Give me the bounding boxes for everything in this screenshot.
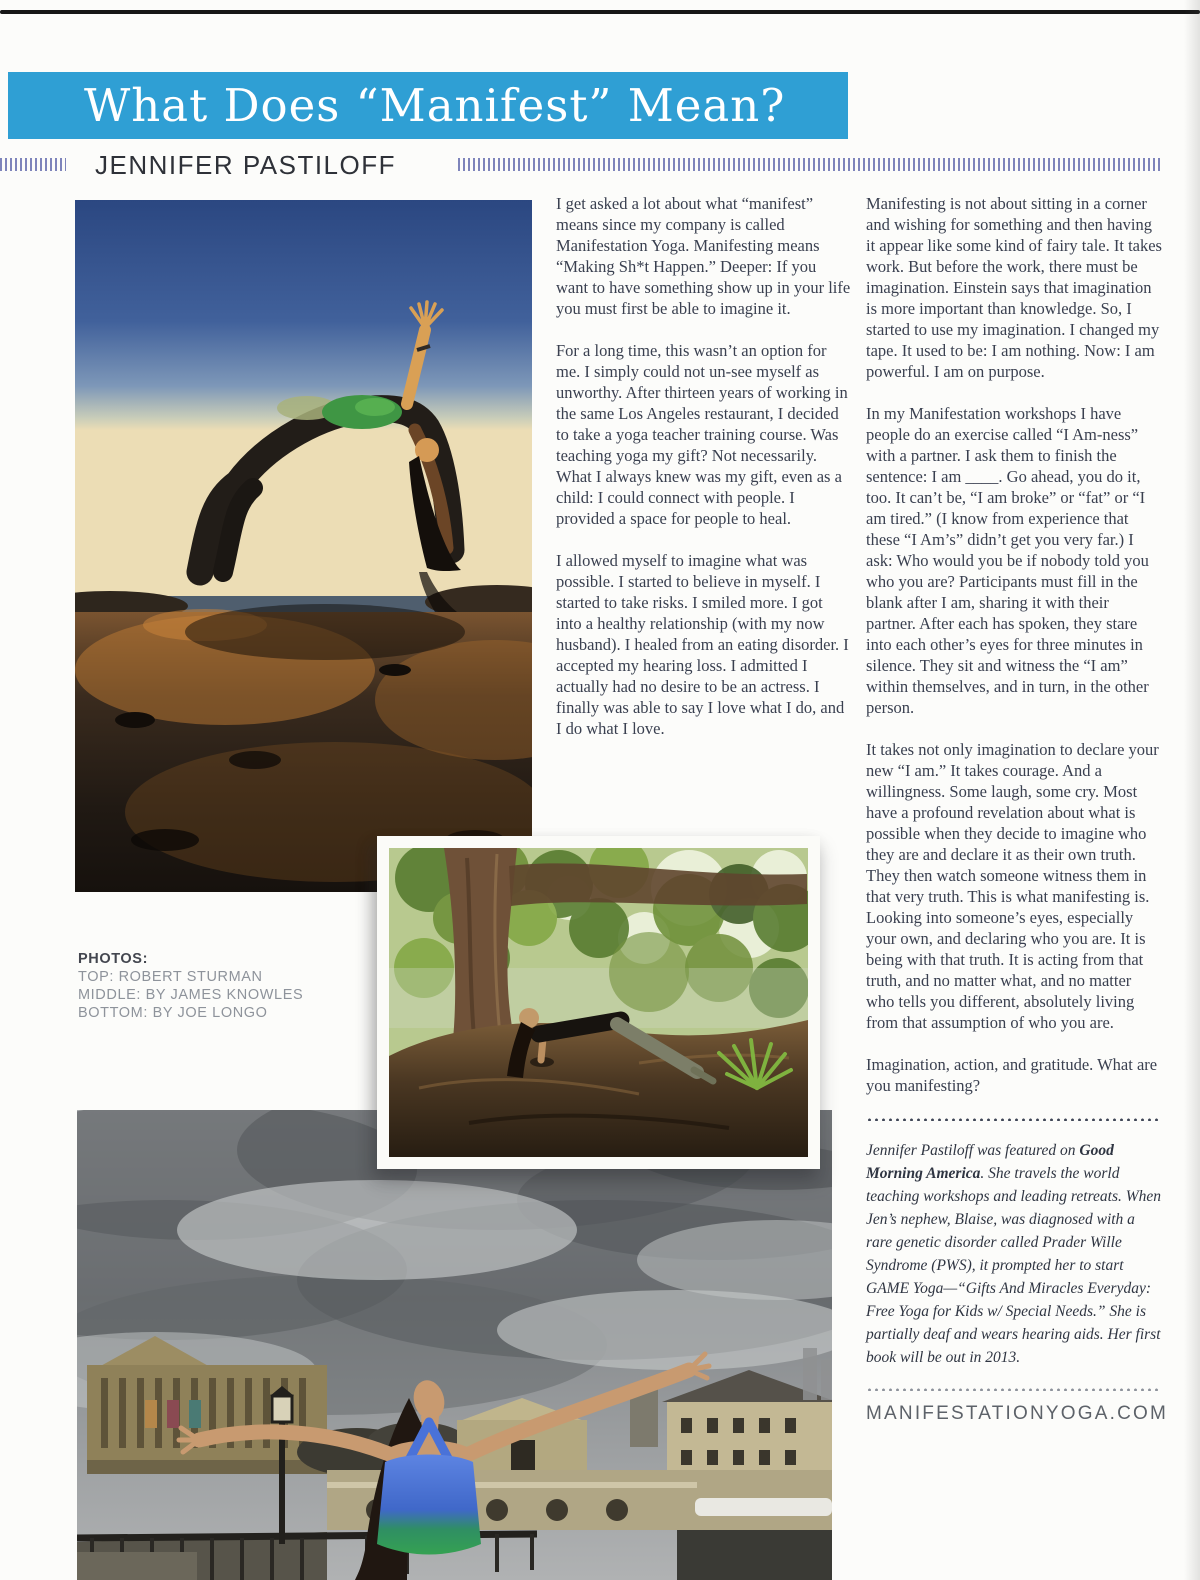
photo-credits-list <box>78 968 398 1022</box>
column-2-paragraphs <box>866 193 1162 1096</box>
body-paragraph: I get asked a lot about what “manifest” means since my company is called Manifestation Yoga. Manifesting means “Making Sh*t Happen.” Deeper: If you want to have something show up in your life you must first be able to imagine it. <box>556 194 851 318</box>
photo-top-beach-wheel-pose <box>75 200 532 892</box>
article-column-2 <box>866 193 1169 1445</box>
body-paragraph: It takes not only imagination to declare your new “I am.” It takes courage. And a willingness. Some laugh, some cry. Most have a profound revelation about what is possible when they decide to imagine who they are and declare it as their own truth. They then watch someone witness them in that very truth. This is what manifesting is. Looking into someone’s eyes, especially your own, and declaring who you are. It is being with that truth. It is acting from that truth, and no matter what, and no matter who tells you different, absolutely living from that assumption of who you are. <box>866 740 1159 1032</box>
photo-bottom-city-open-arms <box>77 1110 832 1580</box>
body-paragraph: Imagination, action, and gratitude. What are you manifesting? <box>866 1055 1158 1095</box>
page-title: What Does “Manifest” Mean? <box>84 79 786 132</box>
article-column-1 <box>556 193 852 760</box>
author-name: JENNIFER PASTILOFF <box>95 150 396 180</box>
body-paragraph: For a long time, this wasn’t an option for me. I simply could not un-see myself as unworthy. After thirteen years of working in the same Los Angeles restaurant, I decided to take a yoga teacher training course. Was teaching yoga my gift? Not necessarily. What I always knew was my gift, even as a child: I could connect with people. I provided a space for people to heal. <box>556 341 848 528</box>
website-url: MANIFESTATIONYOGA.COM <box>866 1403 1169 1424</box>
stripe-rule-left <box>0 158 66 171</box>
dotted-divider-top <box>866 1117 1162 1121</box>
scan-top-edge <box>0 10 1200 14</box>
photo-middle-rock-reverse-plank <box>377 836 820 1169</box>
photo-credit-line: BOTTOM: BY JOE LONGO <box>78 1005 268 1021</box>
stripe-rule-right <box>458 158 1160 171</box>
body-paragraph: In my Manifestation workshops I have people do an exercise called “I Am-ness” with a partner. I ask them to finish the sentence: I am ____. Go ahead, you do it, too. It can’t be, “I am broke” or “fat” or “I am tired.” (I know from experience that these “I Am’s” didn’t get you very far.) I ask: Who would you be if nobody told you who you are? Participants must fill in the blank after I am, sharing it with their partner. After each has spoken, they stare into each other’s eyes for three minutes in silence. They sit and witness the “I am” within themselves, and in turn, in the other person. <box>866 404 1149 717</box>
photo-credits <box>78 950 398 1022</box>
title-banner <box>8 72 848 139</box>
body-paragraph: I allowed myself to imagine what was possible. I started to believe in myself. I started to take risks. I smiled more. I got into a healthy relationship (with my now husband). I healed from an eating disorder. I accepted my hearing loss. I admitted I actually had no desire to be an actress. I finally was able to say I love what I do, and I do what I love. <box>556 551 849 738</box>
photo-credit-line: TOP: ROBERT STURMAN <box>78 969 263 985</box>
photo-credits-heading: PHOTOS: <box>78 951 148 967</box>
photo-credit-line: MIDDLE: BY JAMES KNOWLES <box>78 987 304 1003</box>
author-bio <box>866 1139 1162 1369</box>
dotted-divider-bottom <box>866 1387 1162 1391</box>
body-paragraph: Manifesting is not about sitting in a corner and wishing for something and then having it appear like some kind of fairy tale. It takes work. But before the work, there must be imagination. Einstein says that imagination is more important than knowledge. So, I started to use my imagination. I changed my tape. It used to be: I am nothing. Now: I am powerful. I am on purpose. <box>866 194 1162 381</box>
scan-right-edge <box>1184 0 1200 1580</box>
author-row <box>0 150 1200 180</box>
bio-paragraph: Jennifer Pastiloff was featured on Good Morning America. She travels the world teaching workshops and leading retreats. When Jen’s nephew, Blaise, was diagnosed with a rare genetic disorder called Prader Wille Syndrome (PWS), it prompted her to start GAME Yoga—“Gifts And Miracles Everyday: Free Yoga for Kids w/ Special Needs.” She is partially deaf and wears hearing aids. Her first book will be out in 2013. <box>866 1142 1162 1366</box>
